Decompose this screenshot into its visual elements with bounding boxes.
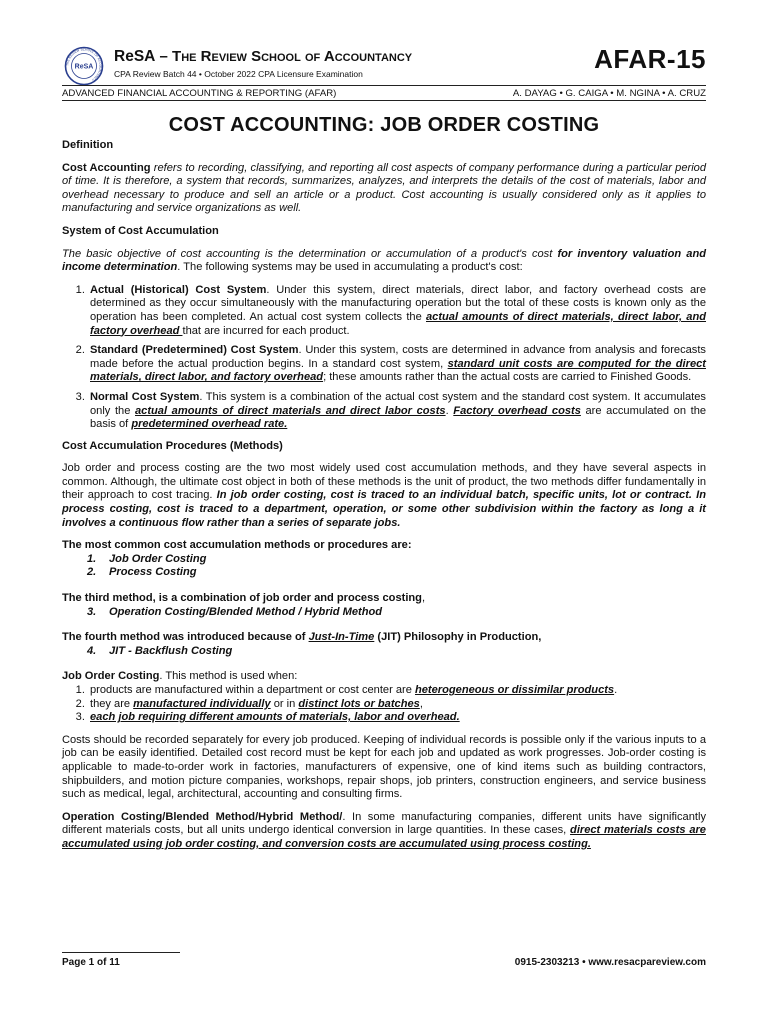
system-heading: System of Cost Accumulation — [62, 224, 219, 237]
item-text: that are incurred for each product. — [182, 324, 350, 337]
common-methods-heading: The most common cost accumulation methods or procedures are: — [62, 539, 412, 552]
job-order-intro — [62, 670, 706, 684]
definition-heading: Definition — [62, 139, 114, 151]
item-emphasis: actual amounts of direct materials, direct labor, and factory overhead — [90, 310, 707, 337]
page-title: COST ACCOUNTING: JOB ORDER COSTING — [168, 114, 600, 136]
list-item — [88, 684, 706, 698]
list-item — [88, 344, 706, 385]
item-emphasis: distinct lots or batches — [298, 697, 420, 710]
item-label: Process Costing — [109, 566, 197, 579]
logo-text: ReSA — [74, 63, 94, 71]
item-emphasis: Factory overhead costs — [453, 404, 581, 417]
job-order-list — [62, 684, 706, 725]
list-item — [62, 606, 706, 620]
operation-emphasis: direct materials costs are accumulated using job order costing, and conversion costs are accumulated using process costing. — [62, 824, 706, 850]
school-name — [114, 48, 412, 66]
item-number: 2. — [87, 566, 97, 579]
fourth-text: (JIT) Philosophy in Production, — [374, 631, 542, 644]
item-text: or in — [270, 697, 299, 710]
header-rule — [62, 85, 706, 86]
job-order-term: Job Order Costing — [62, 670, 160, 683]
subject-rule — [62, 100, 706, 101]
job-order-intro-text: . This method is used when: — [159, 670, 298, 683]
procedures-emphasis: In job order costing, cost is traced to an individual batch, specific units, lot or contract. In process costing, cost is traced to a department, operation, or some other subdivision within the factory as long a it involves a continuous flow rather than a series of separate jobs. — [62, 489, 706, 529]
item-label: JIT - Backflush Costing — [109, 644, 233, 657]
fourth-text: The fourth method was introduced because of — [62, 631, 309, 644]
system-intro-b: for inventory valuation and income determination — [62, 247, 707, 274]
operation-paragraph — [62, 811, 706, 852]
item-name: Standard (Predetermined) Cost System — [90, 344, 299, 357]
list-item — [62, 645, 706, 659]
item-label: Operation Costing/Blended Method / Hybrid Method — [109, 605, 383, 618]
procedures-paragraph — [62, 462, 706, 530]
item-name: Actual (Historical) Cost System — [90, 283, 267, 296]
item-emphasis: heterogeneous or dissimilar products — [414, 684, 615, 696]
item-number: 4. — [87, 644, 97, 657]
list-item — [88, 284, 706, 338]
procedures-text: Job order and process costing are the two most widely used cost accumulation methods, and they have several aspects in common. Although, the ultimate cost object in both of these methods is the unit of product, the two methods differ fundamentally in their approach to cost tracing. — [62, 462, 706, 502]
definition-paragraph — [62, 162, 706, 216]
third-heading-text: The third method, is a combination of job order and process costing — [62, 592, 422, 605]
item-label: Job Order Costing — [109, 552, 207, 565]
page-footer — [62, 957, 706, 968]
brand-name: ReSA — [114, 48, 156, 65]
cost-system-list — [62, 284, 706, 432]
item-name: Normal Cost System — [90, 390, 200, 403]
item-emphasis: standard unit costs are computed for the direct materials, direct labor, and factory overhead — [90, 357, 706, 384]
item-emphasis: actual amounts of direct materials and direct labor costs — [135, 404, 446, 417]
item-emphasis: predetermined overhead rate. — [131, 418, 288, 431]
subject-bar — [62, 88, 706, 99]
item-text: . Under this system, direct materials, direct labor, and factory overhead costs are determined as they occur simultaneously with the manufacturing operation but the total of these costs is known only as the operation has been completed. An actual cost system collects the — [90, 283, 706, 323]
operation-term: Operation Costing/Blended Method/Hybrid Method/ — [62, 810, 343, 823]
footer-rule — [62, 952, 180, 953]
system-intro-c: . The following systems may be used in accumulating a product's cost: — [177, 261, 523, 274]
subject-name: ADVANCED FINANCIAL ACCOUNTING & REPORTING (AFAR) — [62, 88, 337, 99]
item-text: . — [445, 404, 454, 417]
logo-ring-text: THE REVIEW SCHOOL OF ACCOUNTANCY — [65, 47, 103, 83]
contact-info: 0915-2303213 • www.resacpareview.com — [514, 957, 706, 968]
item-text: products are manufactured within a department or cost center are — [90, 684, 415, 696]
item-emphasis: manufactured individually — [133, 697, 271, 710]
operation-text: . In some manufacturing companies, different units have significantly different materials costs, but all units undergo identical conversion in large quantities. In these cases, — [62, 810, 706, 837]
list-item — [62, 553, 706, 567]
item-text: . — [614, 684, 618, 696]
resa-seal-logo — [62, 46, 106, 86]
third-method — [62, 592, 706, 619]
school-name-rest: – The Review School of Accountancy — [155, 48, 413, 65]
procedures-heading: Cost Accumulation Procedures (Methods) — [62, 439, 283, 452]
item-text: . Under this system, costs are determined in advance from analysis and forecasts made before the actual production begins. In a standard cost system, — [90, 344, 706, 370]
definition-text: refers to recording, classifying, and reporting all cost aspects of company performance during a particular period of time. It is therefore, a system that records, summarizes, analyzes, and interprets the details of the cost of materials, labor and overhead necessary to produce and sell an article or a product. Cost accounting is usually considered only as it applies to manufacturing and service organizations as well. — [62, 161, 707, 215]
document-body — [62, 139, 706, 861]
list-item — [88, 698, 706, 712]
fourth-method — [62, 631, 706, 658]
item-number: 3. — [87, 605, 97, 618]
item-text: . This system is a combination of the actual cost system and the standard cost system. It accumulates only the — [90, 390, 706, 417]
system-intro-a: The basic objective of cost accounting is the determination or accumulation of a product's cost — [62, 247, 558, 260]
item-emphasis: each job requiring different amounts of materials, labor and overhead. — [90, 711, 460, 724]
fourth-method-heading — [62, 631, 706, 645]
list-item — [88, 391, 706, 432]
page-number: Page 1 of 11 — [62, 957, 120, 968]
page-header — [62, 44, 706, 86]
list-item — [62, 566, 706, 580]
batch-info: CPA Review Batch 44 • October 2022 CPA Licensure Examination — [114, 69, 363, 79]
third-heading-comma: , — [421, 592, 426, 605]
third-method-heading — [62, 592, 706, 606]
definition-term: Cost Accounting — [62, 161, 151, 174]
list-item — [88, 711, 706, 725]
system-intro — [62, 248, 706, 275]
fourth-emphasis: Just-In-Time — [308, 631, 375, 644]
authors: A. DAYAG • G. CAIGA • M. NGINA • A. CRUZ — [512, 88, 706, 99]
item-text: , — [419, 697, 423, 710]
item-text: they are — [90, 697, 134, 710]
job-order-paragraph: Costs should be recorded separately for every job produced. Keeping of individual records is possible only if the various inputs to a job can be easily identified. Detailed cost record must be kept for each job and updated as work progresses. Job-order costing is applicable to made-to-order work in factories, manufacturers of expensive, one of kind items such as building contractors, shipbuilders, and motion picture companies, workshops, repair shops, job printers, construction engineers, and service business such as medical, legal, architectural, accounting and consulting firms. — [62, 733, 706, 801]
item-text: are accumulated on the basis of — [90, 404, 707, 431]
common-methods — [62, 539, 706, 580]
item-number: 1. — [87, 552, 97, 565]
handout-code: AFAR-15 — [594, 44, 706, 74]
item-text: ; these amounts rather than the actual costs are carried to Finished Goods. — [323, 371, 692, 384]
